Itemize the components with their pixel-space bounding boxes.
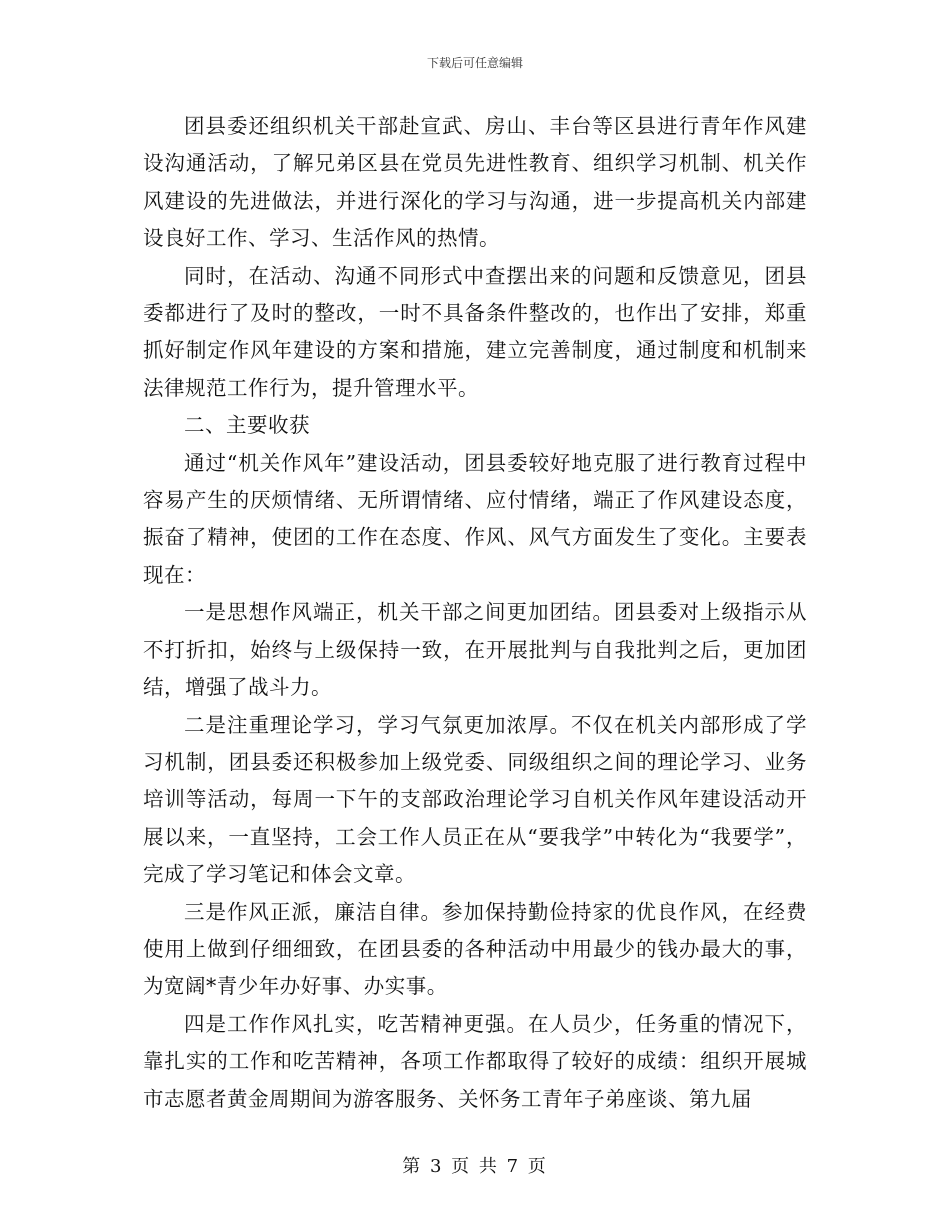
section-heading-main-gains: 二、主要收获	[184, 413, 310, 438]
paragraph-point-two: 二是注重理论学习，学习气氛更加浓厚。不仅在机关内部形成了学习机制，团县委还积极参加上级党委、同级组织之间的理论学习、业务培训等活动，每周一下午的支部政治理论学习自机关作风年建设活动开展以来，一直坚持，工会工作人员正在从“要我学”中转化为“我要学”，完成了学习笔记和体会文章。	[143, 712, 807, 887]
page-header-note: 下载后可任意编辑	[426, 56, 523, 70]
paragraph-rectification: 同时，在活动、沟通不同形式中查摆出来的问题和反馈意见，团县委都进行了及时的整改，一时不具备条件整改的，也作出了安排，郑重抓好制定作风年建设的方案和措施，建立完善制度，通过制度和机制来法律规范工作行为，提升管理水平。	[143, 263, 807, 400]
paragraph-exchange-activity: 团县委还组织机关干部赴宣武、房山、丰台等区县进行青年作风建设沟通活动，了解兄弟区县在党员先进性教育、组织学习机制、机关作风建设的先进做法，并进行深化的学习与沟通，进一步提高机关内部建设良好工作、学习、生活作风的热情。	[143, 114, 807, 251]
paragraph-gains-intro: 通过“机关作风年”建设活动，团县委较好地克服了进行教育过程中容易产生的厌烦情绪、无所谓情绪、应付情绪，端正了作风建设态度，振奋了精神，使团的工作在态度、作风、风气方面发生了变化。主要表现在：	[143, 450, 807, 587]
paragraph-point-three: 三是作风正派，廉洁自律。参加保持勤俭持家的优良作风，在经费使用上做到仔细细致，在团县委的各种活动中用最少的钱办最大的事，为宽阔*青少年办好事、办实事。	[143, 899, 807, 999]
page-number: 第 3 页 共 7 页	[402, 1156, 548, 1177]
paragraph-point-one: 一是思想作风端正，机关干部之间更加团结。团县委对上级指示从不打折扣，始终与上级保持一致，在开展批判与自我批判之后，更加团结，增强了战斗力。	[143, 600, 807, 700]
paragraph-point-four: 四是工作作风扎实，吃苦精神更强。在人员少，任务重的情况下，靠扎实的工作和吃苦精神，各项工作都取得了较好的成绩：组织开展城市志愿者黄金周期间为游客服务、关怀务工青年子弟座谈、第九届	[143, 1011, 807, 1111]
document-body	[143, 108, 807, 1118]
